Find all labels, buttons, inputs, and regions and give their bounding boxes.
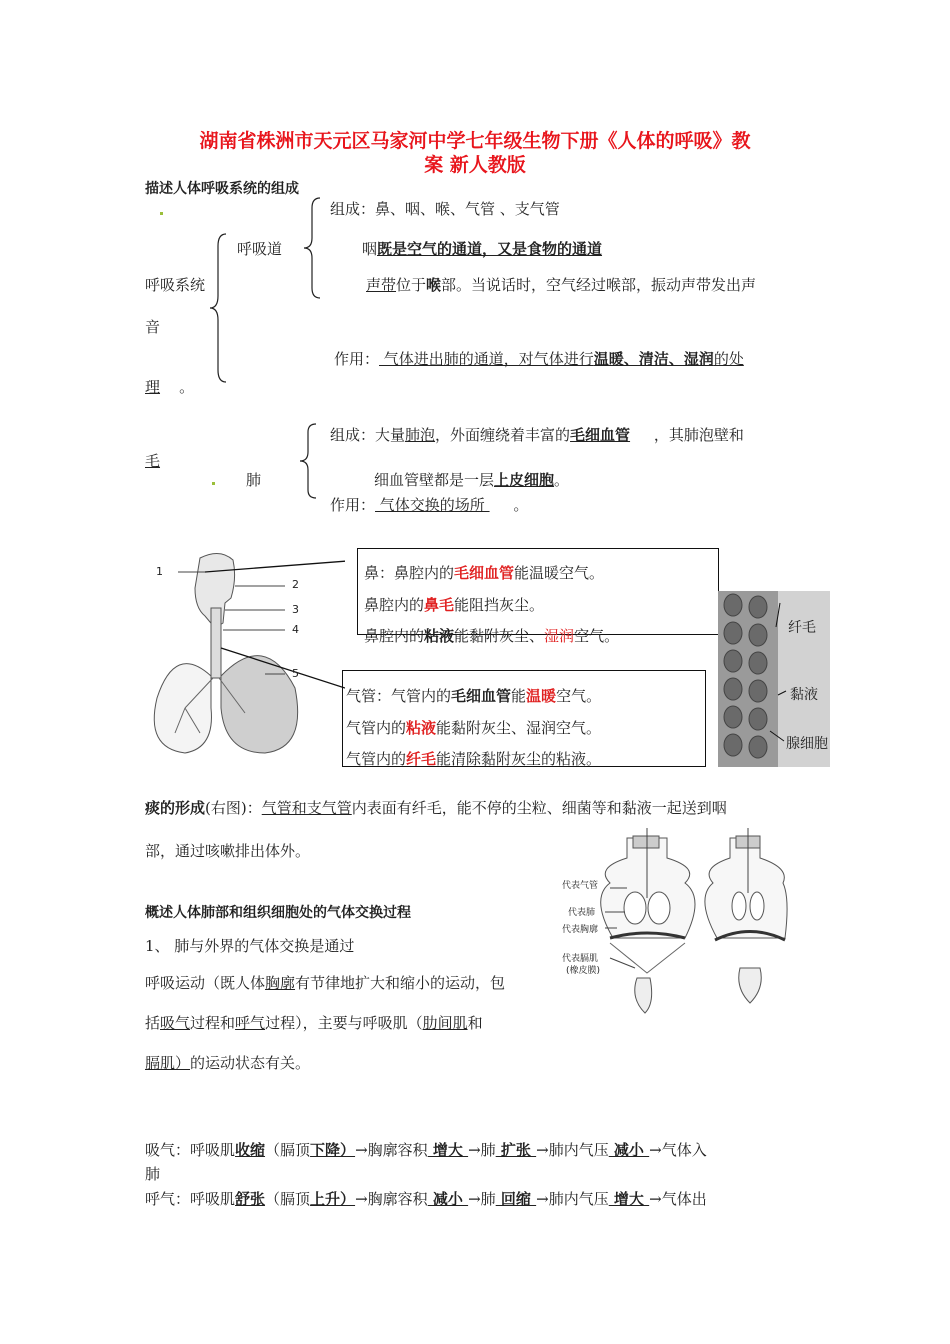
airway-composition: 组成：鼻、咽、喉、气管 、支气管 (330, 200, 560, 218)
section1-heading: 描述人体呼吸系统的组成 (145, 181, 299, 197)
figure-label-2: 2 (292, 578, 299, 591)
lung-composition: 组成：大量肺泡，外面缠绕着丰富的毛细血管 ，其肺泡壁和 (330, 426, 744, 444)
breathing-para-2: 括吸气过程和呼气过程），主要与呼吸肌（肋间肌和 (145, 1014, 483, 1032)
page-title-line-2: 案 新人教版 (424, 154, 526, 176)
lung-composition-wrap: 毛 (145, 452, 161, 470)
decor-dot (160, 212, 163, 215)
lung-label: 肺 (246, 471, 262, 489)
model-label-diaphragm: 代表膈肌 (562, 954, 599, 964)
respiratory-system-label: 呼吸系统 (145, 276, 206, 294)
airway-function-wrap: 理 。 (145, 378, 195, 396)
model-label-rubber-membrane: (橡皮膜) (566, 966, 601, 976)
decor-dot (212, 482, 215, 485)
trachea-line-1: 气管：气管内的毛细血管能温暖空气。 (346, 687, 602, 705)
larynx-wrap: 音 (145, 318, 161, 336)
model-label-thorax: 代表胸廓 (562, 925, 599, 935)
sputum-line-1: 痰的形成(右图)：气管和支气管内表面有纤毛，能不停的尘粒、细菌等和黏液一起送到咽 (145, 799, 727, 817)
nose-line-3: 鼻腔内的粘液能黏附灰尘、湿润空气。 (364, 627, 620, 645)
breathing-para-1: 呼吸运动（既人体胸廓有节律地扩大和缩小的运动，包 (145, 974, 506, 992)
nose-line-1: 鼻：鼻腔内的毛细血管能温暖空气。 (364, 564, 605, 582)
respiratory-system-figure (145, 548, 345, 758)
figure-label-1: 1 (156, 565, 163, 578)
page-title-line-1: 湖南省株洲市天元区马家河中学七年级生物下册《人体的呼吸》教 (199, 130, 751, 152)
sputum-line-2: 部，通过咳嗽排出体外。 (145, 842, 311, 860)
pharynx-line: 咽既是空气的通道，又是食物的通道 (362, 240, 603, 258)
model-label-trachea: 代表气管 (562, 881, 599, 891)
trachea-line-3: 气管内的纤毛能清除黏附灰尘的粘液。 (346, 750, 602, 768)
brace-airway (302, 196, 322, 300)
section2-heading: 概述人体肺部和组织细胞处的气体交换过程 (145, 905, 411, 921)
cilia-label: 纤毛 (788, 620, 816, 636)
figure-label-4: 4 (292, 623, 299, 636)
lung-composition-2: 细血管壁都是一层上皮细胞。 (374, 471, 570, 489)
model-label-lung: 代表肺 (568, 908, 596, 918)
brace-respiratory-system (208, 232, 228, 384)
section2-item-1: 1、 肺与外界的气体交换是通过 (145, 937, 355, 955)
trachea-line-2: 气管内的粘液能黏附灰尘、湿润空气。 (346, 719, 602, 737)
gland-cell-label: 腺细胞 (786, 736, 828, 752)
figure-label-3: 3 (292, 603, 299, 616)
inhale-line: 吸气：呼吸肌收缩（膈顶下降）→胸廓容积 增大 →肺 扩张 →肺内气压 减小 →气体入 (145, 1141, 707, 1159)
nose-line-2: 鼻腔内的鼻毛能阻挡灰尘。 (364, 596, 545, 614)
mucus-label: 黏液 (790, 687, 818, 703)
airway-function: 作用： 气体进出肺的通道，对气体进行温暖、清洁、湿润的处 (334, 350, 744, 368)
figure-label-5: 5 (292, 667, 299, 680)
lung-function: 作用： 气体交换的场所 。 (330, 496, 529, 514)
inhale-wrap: 肺 (145, 1165, 161, 1183)
breathing-para-3: 膈肌）的运动状态有关。 (145, 1054, 311, 1072)
larynx-line: 声带位于喉部。当说话时，空气经过喉部，振动声带发出声 (366, 276, 757, 294)
brace-lung (298, 422, 318, 500)
exhale-line: 呼气：呼吸肌舒张（膈顶上升）→胸廓容积 减小 →肺 回缩 →肺内气压 增大 →气体出 (145, 1190, 707, 1208)
airway-label: 呼吸道 (237, 240, 283, 258)
